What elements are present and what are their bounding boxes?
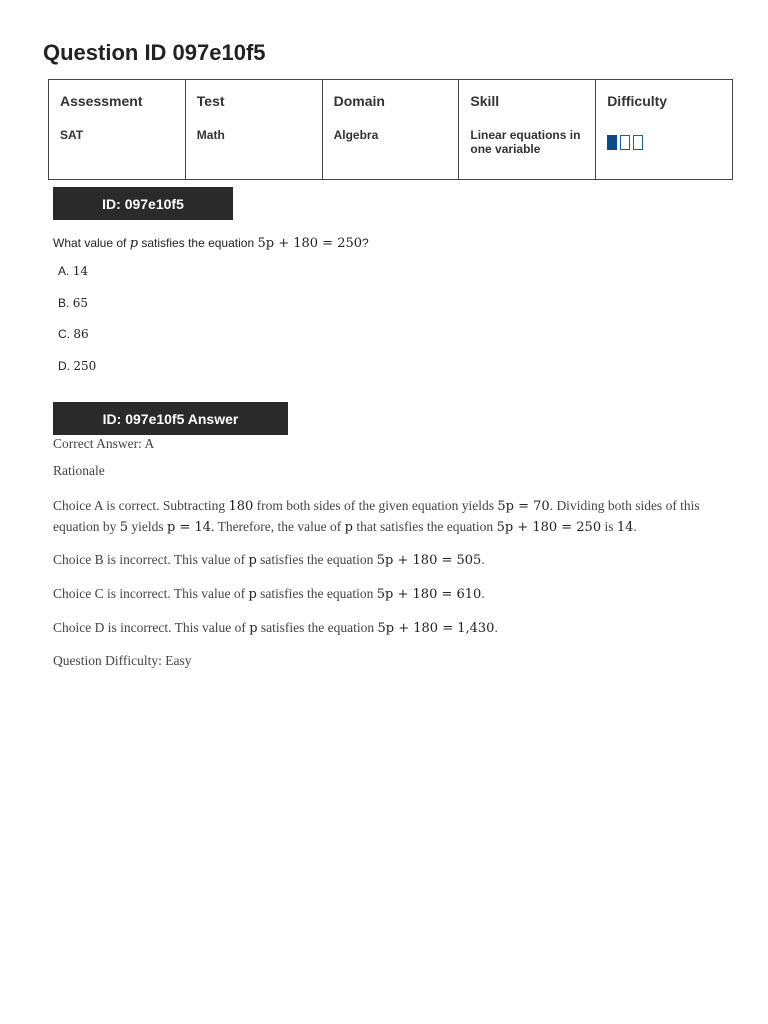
value-difficulty: [596, 124, 733, 180]
choice-b: [58, 296, 88, 310]
question-stem: [53, 236, 369, 251]
answer-id-banner: ID: 097e10f5 Answer: [53, 402, 288, 435]
rationale-choice-c: Choice C is incorrect. This value of p satisfies the equation 5p + 180 = 610.: [53, 586, 485, 602]
header-skill: Skill: [459, 80, 596, 124]
rationale-heading: Rationale: [53, 463, 105, 478]
difficulty-indicator: [607, 135, 643, 150]
choice-d-letter: D.: [58, 359, 70, 373]
question-equation: 5p + 180 = 250: [257, 236, 363, 251]
choice-d-value: 250: [73, 359, 97, 373]
choice-d: [58, 359, 96, 373]
question-metadata-table: [48, 79, 733, 180]
question-difficulty: Question Difficulty: Easy: [53, 653, 192, 668]
choice-a-value: 14: [72, 264, 88, 278]
correct-answer: Correct Answer: A: [53, 436, 155, 451]
rationale-choice-d: Choice D is incorrect. This value of p satisfies the equation 5p + 180 = 1,430.: [53, 620, 498, 636]
choice-b-letter: B.: [58, 296, 70, 310]
value-domain: Algebra: [322, 124, 459, 180]
difficulty-bar-empty: [633, 135, 643, 150]
question-prefix: What value of: [53, 236, 130, 250]
value-assessment: SAT: [49, 124, 186, 180]
metadata-value-row: [49, 124, 733, 180]
choice-c: [58, 327, 89, 341]
header-domain: Domain: [322, 80, 459, 124]
value-skill: Linear equations in one variable: [459, 124, 596, 180]
header-test: Test: [185, 80, 322, 124]
choice-a-letter: A.: [58, 264, 70, 278]
question-variable: p: [129, 236, 139, 251]
choice-c-letter: C.: [58, 327, 70, 341]
question-suffix: ?: [362, 236, 369, 250]
choice-a: [58, 264, 88, 278]
header-assessment: Assessment: [49, 80, 186, 124]
difficulty-bar-filled: [607, 135, 617, 150]
choice-c-value: 86: [73, 327, 89, 341]
question-id-banner: ID: 097e10f5: [53, 187, 233, 220]
difficulty-bar-empty: [620, 135, 630, 150]
header-difficulty: Difficulty: [596, 80, 733, 124]
rationale-choice-a: Choice A is correct. Subtracting 180 from both sides of the given equation yields 5p = 70. Dividing both sides of this equation by 5 yields p = 14. Therefore, the value of p that satisfies the equation 5p + 180 = 250 is 14.: [53, 498, 700, 535]
metadata-header-row: [49, 80, 733, 124]
choice-b-value: 65: [72, 296, 88, 310]
value-test: Math: [185, 124, 322, 180]
page-title: Question ID 097e10f5: [43, 40, 266, 65]
rationale-choice-b: Choice B is incorrect. This value of p satisfies the equation 5p + 180 = 505.: [53, 552, 485, 568]
question-middle: satisfies the equation: [138, 236, 258, 250]
